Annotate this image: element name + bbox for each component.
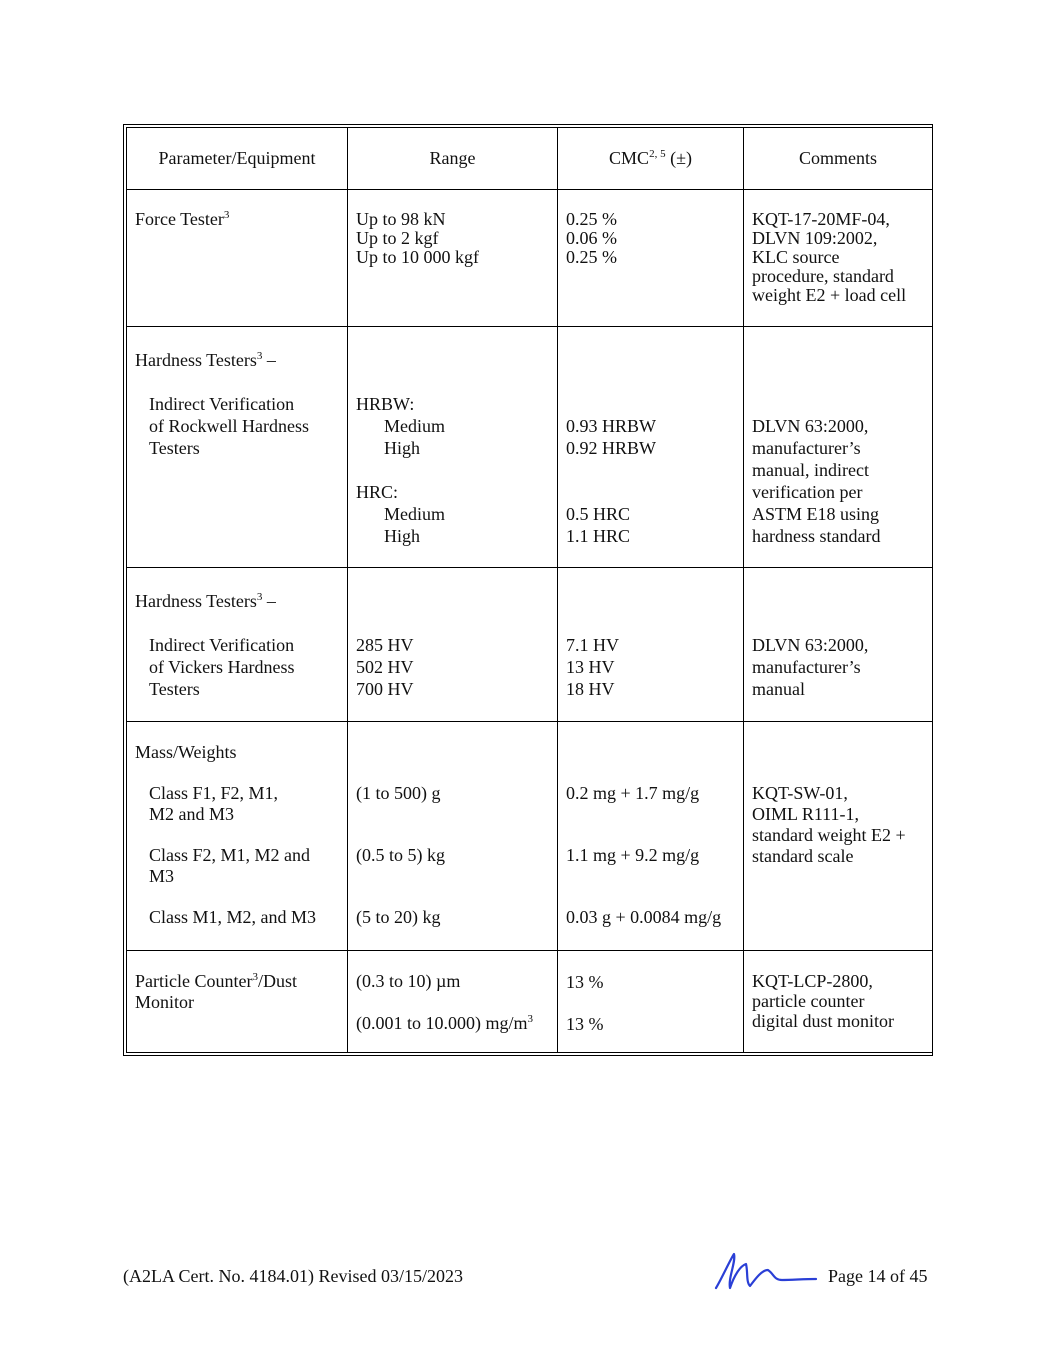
header-row xyxy=(127,128,933,190)
header-cmc: CMC$^{2, 5}$ (±) xyxy=(558,128,744,190)
vickers-cmc: 7.1 HV 13 HV 18 HV xyxy=(558,568,744,722)
vickers-range: 285 HV 502 HV 700 HV xyxy=(348,568,558,722)
vickers-comments: DLVN 63:2000, manufacturer’s manual xyxy=(744,568,933,722)
mass-param: Mass/Weights Class F1, F2, M1, M2 and M3 Class F2, M1, M2 and M3 Class M1, M2, and M3 xyxy=(127,722,348,951)
mass-cmc: 0.2 mg + 1.7 mg/g 1.1 mg + 9.2 mg/g 0.03 g + 0.0084 mg/g xyxy=(558,722,744,951)
header-range: Range xyxy=(348,128,558,190)
particle-param: Particle Counter$^3$/Dust Monitor xyxy=(127,951,348,1053)
table-row xyxy=(127,327,933,568)
table-row xyxy=(127,722,933,951)
rockwell-comments: DLVN 63:2000, manufacturer’s manual, indirect verification per ASTM E18 using hardness standard xyxy=(744,327,933,568)
table-row xyxy=(127,190,933,327)
table-row xyxy=(127,951,933,1053)
particle-comments: KQT-LCP-2800, particle counter digital dust monitor xyxy=(744,951,933,1053)
table-row xyxy=(127,568,933,722)
force-param: Force Tester$^3$ xyxy=(127,190,348,327)
mass-comments: KQT-SW-01, OIML R111-1, standard weight E2 + standard scale xyxy=(744,722,933,951)
force-range: Up to 98 kN Up to 2 kgf Up to 10 000 kgf xyxy=(348,190,558,327)
rockwell-param: Hardness Testers$^3$ – Indirect Verification of Rockwell Hardness Testers xyxy=(127,327,348,568)
signature-icon xyxy=(712,1248,822,1292)
rockwell-cmc: 0.93 HRBW 0.92 HRBW 0.5 HRC 1.1 HRC xyxy=(558,327,744,568)
vickers-param: Hardness Testers$^3$ – Indirect Verification of Vickers Hardness Testers xyxy=(127,568,348,722)
mass-range: (1 to 500) g (0.5 to 5) kg (5 to 20) kg xyxy=(348,722,558,951)
scope-table-frame xyxy=(123,124,933,1056)
particle-cmc: 13 % 13 % xyxy=(558,951,744,1053)
header-comments: Comments xyxy=(744,128,933,190)
scope-table xyxy=(126,127,933,1053)
footer-page-number: Page 14 of 45 xyxy=(828,1266,928,1286)
force-cmc: 0.25 % 0.06 % 0.25 % xyxy=(558,190,744,327)
particle-range: (0.3 to 10) µm (0.001 to 10.000) $mg/m^3$ xyxy=(348,951,558,1053)
footer-cert: (A2LA Cert. No. 4184.01) Revised 03/15/2023 xyxy=(123,1266,463,1286)
force-comments: KQT-17-20MF-04, DLVN 109:2002, KLC source procedure, standard weight E2 + load cell xyxy=(744,190,933,327)
header-parameter: Parameter/Equipment xyxy=(127,128,348,190)
rockwell-range: HRBW: Medium High HRC: Medium High xyxy=(348,327,558,568)
